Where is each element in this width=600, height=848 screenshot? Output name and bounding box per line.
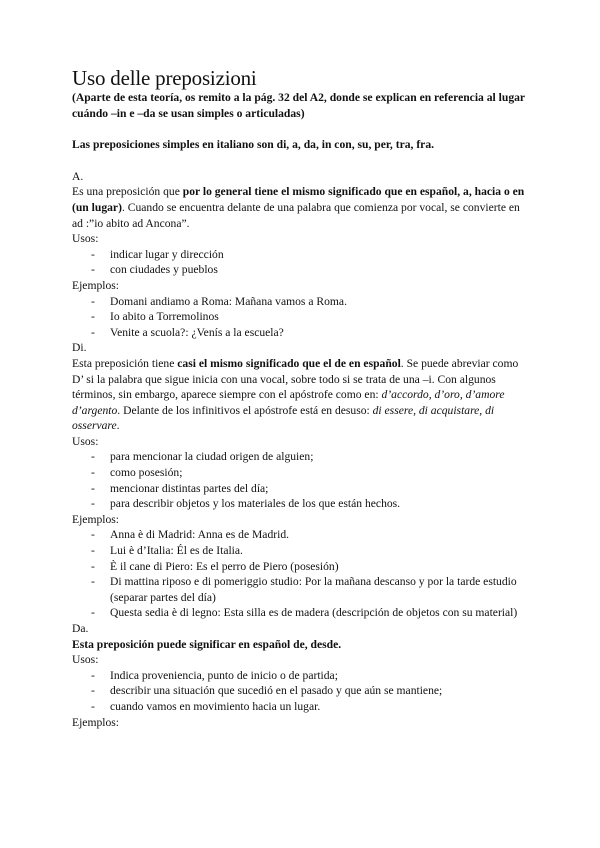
usos-label: Usos: <box>72 653 99 667</box>
list-item: - Indica proveniencia, punto de inicio o de partida; <box>91 668 338 682</box>
list-item: - Questa sedia è di legno: Esta silla es de madera (descripción de objetos con su material) <box>91 606 518 620</box>
list-item: - cuando vamos en movimiento hacia un lugar. <box>91 699 321 713</box>
text-span: . Se puede abreviar como D’ si la palabra que sigue inicia con una vocal, sobre todo si se trata de una –i. Con algunos términos, sin embargo, aparece siempre con el apóstrofe como en: <box>72 356 519 402</box>
list-item: - Di mattina riposo e di pomeriggio studio: Por la mañana descanso y por la tarde estudio (separar partes del día) <box>91 575 517 604</box>
list-item-text: Questa sedia è di legno: Esta silla es de madera (descripción de objetos con su material) <box>110 606 518 620</box>
list-item-text: Lui è d’Italia: Él es de Italia. <box>110 544 243 558</box>
list-item: - mencionar distintas partes del día; <box>91 481 269 495</box>
list-item-text: mencionar distintas partes del día; <box>110 481 269 495</box>
list-item: - describir una situación que sucedió en el pasado y que aún se mantiene; <box>91 684 443 698</box>
ejemplos-list <box>72 294 528 341</box>
list-item-text: Venite a scuola?: ¿Venís a la escuela? <box>110 325 284 339</box>
list-item-text: Io abito a Torremolinos <box>110 310 219 324</box>
list-item: - Io abito a Torremolinos <box>91 310 219 324</box>
section-a-paragraph <box>72 184 528 231</box>
list-item: - Domani andiamo a Roma: Mañana vamos a Roma. <box>91 294 347 308</box>
page-title: Uso delle preposizioni <box>72 66 257 90</box>
ejemplos-label: Ejemplos: <box>72 278 120 292</box>
usos-list <box>72 668 528 715</box>
list-item-text: cuando vamos en movimiento hacia un lugar. <box>110 699 321 713</box>
section-da-paragraph <box>72 637 528 653</box>
bold-span: por lo general tiene el mismo significado que en español, a, hacia o en (un lugar) <box>72 185 525 214</box>
list-item: - Lui è d’Italia: Él es de Italia. <box>91 544 243 558</box>
list-item: - Anna è di Madrid: Anna es de Madrid. <box>91 528 290 542</box>
ejemplos-list <box>72 527 528 621</box>
list-item: - con ciudades y pueblos <box>91 263 218 277</box>
text-span: Es una preposición que <box>72 185 183 199</box>
list-item-text: con ciudades y pueblos <box>110 263 218 277</box>
list-item-text: Indica proveniencia, punto de inicio o de partida; <box>110 668 338 682</box>
list-item: - È il cane di Piero: Es el perro de Piero (posesión) <box>91 559 339 573</box>
list-item-text: describir una situación que sucedió en el pasado y que aún se mantiene; <box>110 684 443 698</box>
section-di-paragraph <box>72 356 528 434</box>
list-item-text: para mencionar la ciudad origen de alguien; <box>110 450 314 464</box>
usos-list <box>72 449 528 511</box>
list-item-text: como posesión; <box>110 466 183 480</box>
usos-list <box>72 247 528 278</box>
list-item: - para describir objetos y los materiales de los que están hechos. <box>91 497 401 511</box>
ejemplos-label: Ejemplos: <box>72 512 120 526</box>
list-item: - indicar lugar y dirección <box>91 247 224 261</box>
list-item-text: È il cane di Piero: Es el perro de Piero (posesión) <box>110 559 339 573</box>
intro-paragraph: Las preposiciones simples en italiano son di, a, da, in con, su, per, tra, fra. <box>72 138 435 152</box>
section-da-heading: Da. <box>72 622 89 635</box>
text-span: . Cuando se encuentra delante de una palabra que comienza por vocal, se convierte en ad :”io abito ad Ancona”. <box>72 200 520 230</box>
list-item-text: Anna è di Madrid: Anna es de Madrid. <box>110 528 290 542</box>
list-item: - para mencionar la ciudad origen de alguien; <box>91 450 314 464</box>
list-item-text: Di mattina riposo e di pomeriggio studio: Por la mañana descanso y por la tarde estudio (separar partes del día) <box>110 575 517 604</box>
section-di-heading: Di. <box>72 341 87 355</box>
list-item: - Venite a scuola?: ¿Venís a la escuela? <box>91 325 284 339</box>
subtitle-note: (Aparte de esta teoría, os remito a la pág. 32 del A2, donde se explican en referencia al lugar cuándo –in e –da se usan simples o articuladas) <box>72 91 525 120</box>
text-span: . <box>116 419 120 433</box>
usos-label: Usos: <box>72 434 99 448</box>
italic-span: d’accordo, d’oro, d’amore d’argento <box>72 388 505 417</box>
text-span: Esta preposición tiene <box>72 356 178 370</box>
italic-span: di essere, di acquistare, di osservare <box>72 403 495 433</box>
usos-label: Usos: <box>72 232 99 246</box>
bold-span: Esta preposición puede significar en español de, desde. <box>72 637 342 651</box>
list-item-text: para describir objetos y los materiales de los que están hechos. <box>110 497 401 511</box>
list-item-text: indicar lugar y dirección <box>110 247 224 261</box>
section-a-heading: A. <box>72 169 84 183</box>
document-body <box>72 66 528 730</box>
ejemplos-label: Ejemplos: <box>72 715 120 729</box>
list-item-text: Domani andiamo a Roma: Mañana vamos a Roma. <box>110 294 347 308</box>
text-span: . Delante de los infinitivos el apóstrofe está en desuso: <box>117 403 373 417</box>
list-item: - como posesión; <box>91 466 183 480</box>
bold-span: casi el mismo significado que el de en español <box>177 356 401 370</box>
